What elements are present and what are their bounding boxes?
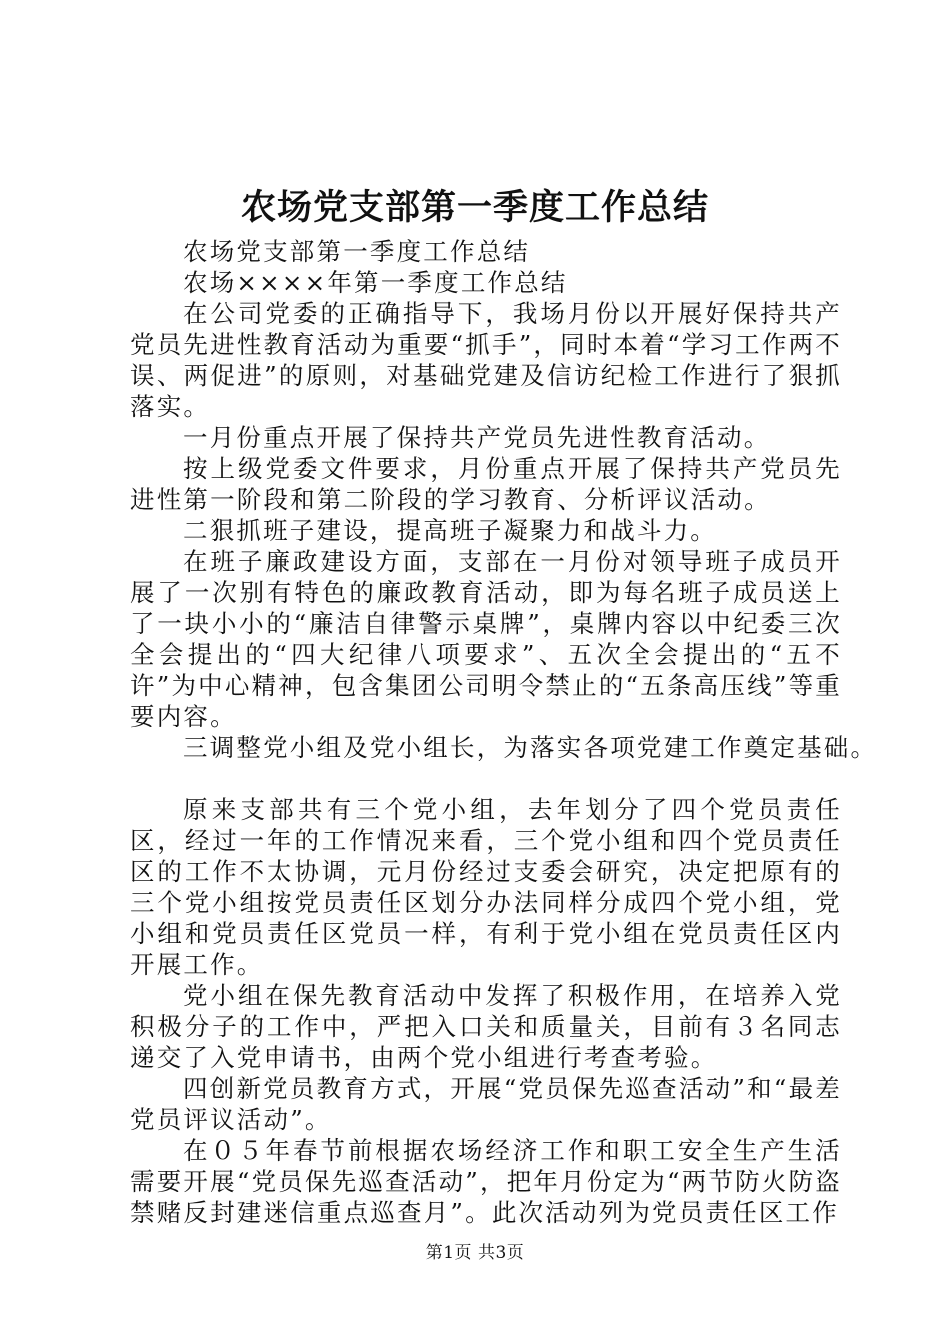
document-body — [130, 236, 878, 1228]
paragraph-subheading: 农场××××年第一季度工作总结 — [183, 268, 568, 297]
paragraph-section-four-body: 在０５年春节前根据农场经济工作和职工安全生产生活需要开展“党员保先巡查活动”，把年月份定为“两节防火防盗禁赌反封建迷信重点巡查月”。此次活动列为党员责任区工作 — [130, 1136, 842, 1227]
paragraph-section-two: 二狠抓班子建设，提高班子凝聚力和战斗力。 — [183, 516, 717, 545]
paragraph-section-one-body: 按上级党委文件要求，月份重点开展了保持共产党员先进性第一阶段和第二阶段的学习教育、分析评议活动。 — [130, 454, 842, 514]
paragraph-section-three-body: 原来支部共有三个党小组，去年划分了四个党员责任区，经过一年的工作情况来看，三个党小组和四个党员责任区的工作不太协调，元月份经过支委会研究，决定把原有的三个党小组按党员责任区划分办法同样分成四个党小组，党小组和党员责任区党员一样，有利于党小组在党员责任区内开展工作。 — [130, 795, 842, 979]
paragraph-section-three: 三调整党小组及党小组长，为落实各项党建工作奠定基础。 — [183, 733, 878, 762]
paragraph-section-four: 四创新党员教育方式，开展“党员保先巡查活动”和“最差党员评议活动”。 — [130, 1074, 842, 1134]
paragraph-section-one: 一月份重点开展了保持共产党员先进性教育活动。 — [183, 423, 771, 452]
paragraph-intro: 在公司党委的正确指导下，我场月份以开展好保持共产党员先进性教育活动为重要“抓手”，同时本着“学习工作两不误、两促进”的原则，对基础党建及信访纪检工作进行了狠抓落实。 — [130, 299, 842, 421]
paragraph-section-two-body: 在班子廉政建设方面，支部在一月份对领导班子成员开展了一次别有特色的廉政教育活动，即为每名班子成员送上了一块小小的“廉洁自律警示桌牌”，桌牌内容以中纪委三次全会提出的“四大纪律八项要求”、五次全会提出的“五不许”为中心精神，包含集团公司明令禁止的“五条高压线”等重要内容。 — [130, 547, 842, 731]
paragraph-section-three-body-2: 党小组在保先教育活动中发挥了积极作用，在培养入党积极分子的工作中，严把入口关和质量关，目前有３名同志递交了入党申请书，由两个党小组进行考查考验。 — [130, 981, 842, 1072]
document-title: 农场党支部第一季度工作总结 — [240, 187, 709, 228]
page-footer: 第1页 共3页 — [425, 1243, 525, 1263]
paragraph-heading-repeat: 农场党支部第一季度工作总结 — [183, 237, 531, 266]
